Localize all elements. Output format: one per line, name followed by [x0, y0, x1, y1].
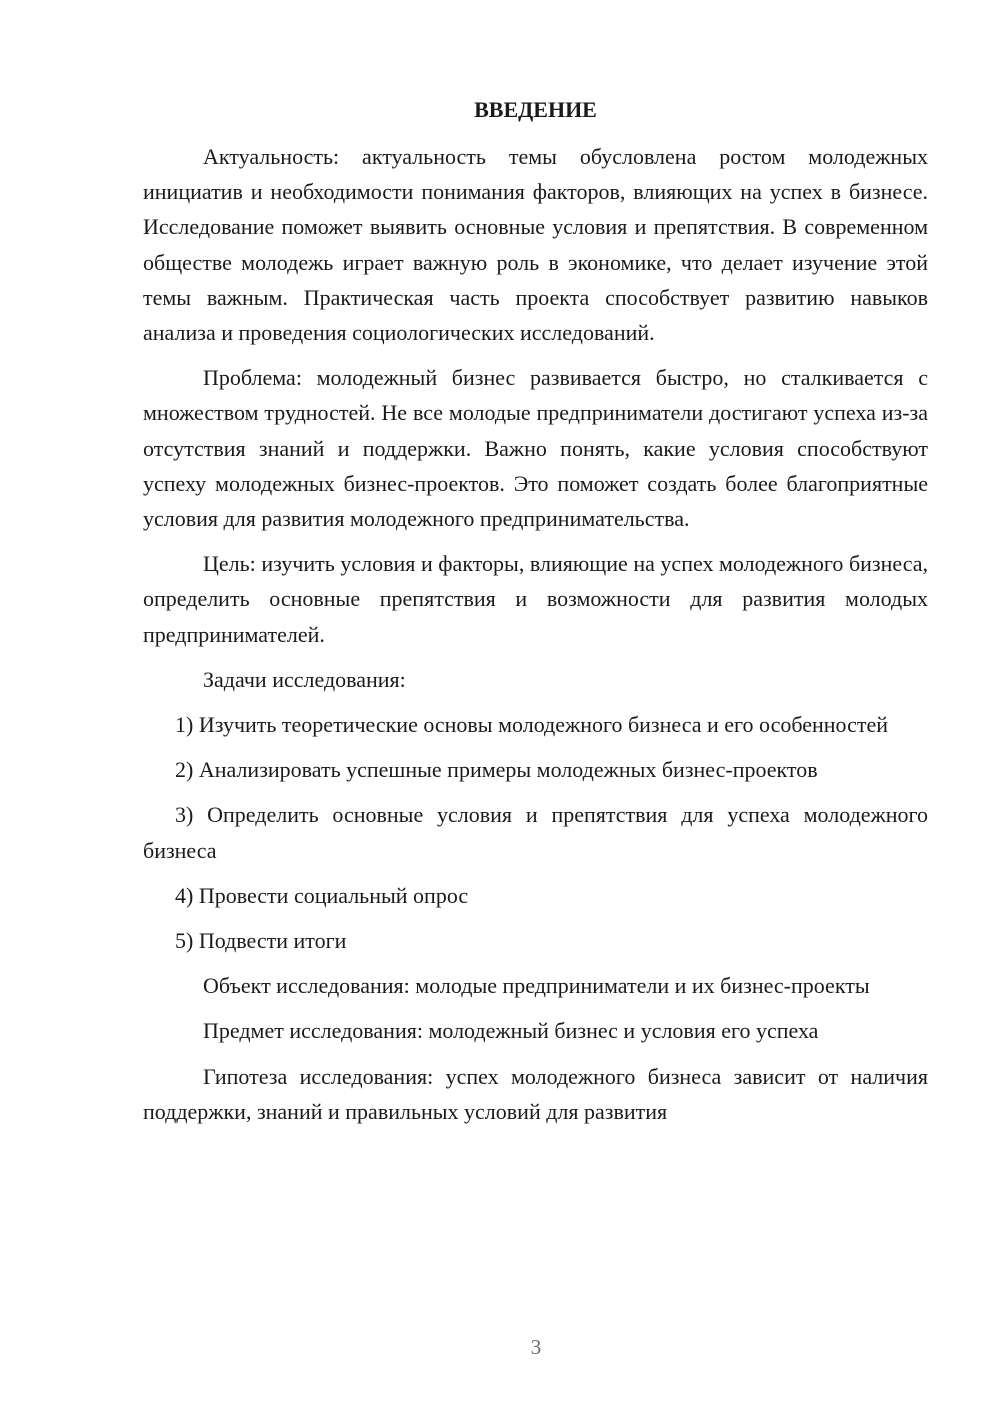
section-heading: ВВЕДЕНИЕ: [474, 97, 597, 122]
goal-paragraph: Цель: изучить условия и факторы, влияющие на успех молодежного бизнеса, определить основные препятствия и возможности для развития молодых предпринимателей.: [143, 551, 928, 647]
task-item-1: 1) Изучить теоретические основы молодежного бизнеса и его особенностей: [175, 712, 889, 738]
task-item-3: 3) Определить основные условия и препятствия для успеха молодежного бизнеса: [143, 802, 928, 863]
subject-paragraph: Предмет исследования: молодежный бизнес и условия его успеха: [203, 1018, 819, 1044]
object-paragraph: Объект исследования: молодые предприниматели и их бизнес-проекты: [203, 973, 870, 999]
hypothesis-paragraph: Гипотеза исследования: успех молодежного бизнеса зависит от наличия поддержки, знаний и правильных условий для развития: [143, 1063, 928, 1124]
task-item-2: 2) Анализировать успешные примеры молодежных бизнес-проектов: [175, 757, 818, 783]
page-content: [143, 95, 928, 1139]
task-item-5: 5) Подвести итоги: [175, 928, 347, 954]
relevance-paragraph: Актуальность: актуальность темы обусловлена ростом молодежных инициатив и необходимости понимания факторов, влияющих на успех в бизнесе. Исследование поможет выявить основные условия и препятствия. В современном обществе молодежь играет важную роль в экономике, что делает изучение этой темы важным. Практическая часть проекта способствует развитию навыков анализа и проведения социологических исследований.: [143, 144, 928, 346]
page-number: 3: [530, 1335, 542, 1359]
problem-paragraph: Проблема: молодежный бизнес развивается быстро, но сталкивается с множеством трудностей. Не все молодые предприниматели достигают успеха из-за отсутствия знаний и поддержки. Важно понять, какие условия способствуют успеху молодежных бизнес-проектов. Это поможет создать более благоприятные условия для развития молодежного предпринимательства.: [143, 365, 928, 532]
task-item-4: 4) Провести социальный опрос: [175, 882, 469, 908]
tasks-title: Задачи исследования:: [203, 666, 406, 692]
